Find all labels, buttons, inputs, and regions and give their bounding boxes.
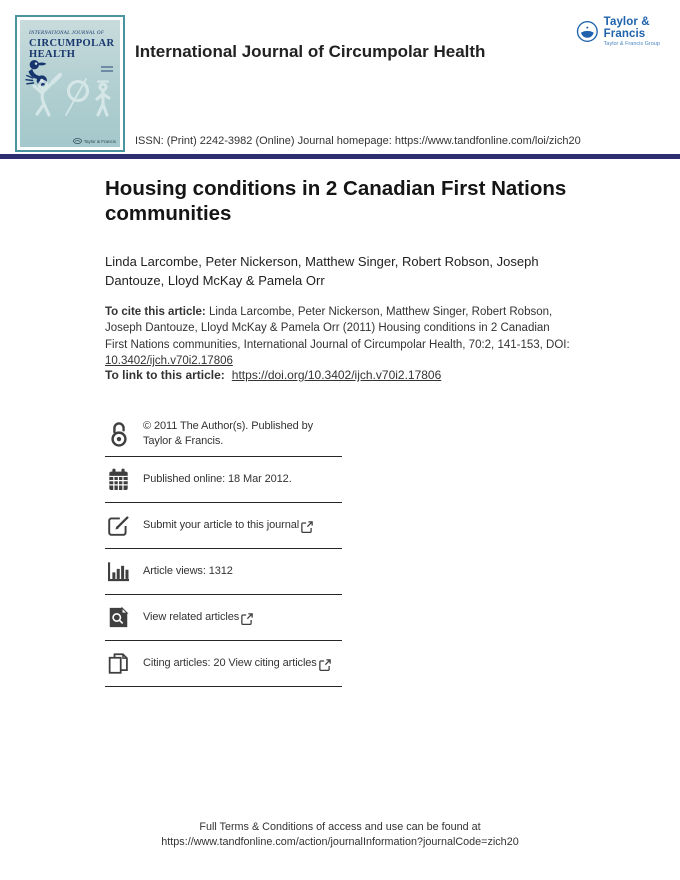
open-access-icon [105, 420, 132, 448]
submit-article-icon [105, 514, 132, 537]
citing-articles-icon [105, 652, 132, 675]
cite-text: Linda Larcombe, Peter Nickerson, Matthew Singer, Robert Robson, Joseph Dantouze, Lloyd McKay & Pamela Orr (2011) Housing conditions in 2 Canadian First Nations communities, International Journal of Circumpolar Health, 70:2, 141-153, DOI: [105, 306, 570, 351]
cover-imprint [73, 138, 116, 144]
article-title: Housing conditions in 2 Canadian First Nations communities [105, 177, 567, 225]
article-views-row [105, 549, 342, 595]
brand-subtitle: Taylor & Francis Group [603, 41, 660, 47]
cover-title-line2: HEALTH [29, 49, 76, 60]
published-online-text: Published online: 18 Mar 2012. [143, 473, 292, 486]
journal-cover-thumbnail [15, 15, 125, 152]
petroglyph-figures-art [20, 69, 120, 141]
related-articles-icon [105, 606, 132, 629]
brand-name: Taylor & Francis [603, 16, 650, 40]
footer-terms-link[interactable]: https://www.tandfonline.com/action/journalInformation?journalCode=zich20 [161, 835, 519, 848]
link-paragraph [105, 368, 441, 382]
journal-title: International Journal of Circumpolar Health [135, 42, 486, 61]
article-metrics-list [105, 411, 342, 687]
cover-title-line1: CIRCUMPOLAR [29, 38, 115, 49]
taylor-francis-globe-icon [576, 18, 599, 45]
link-label: To link to this article: [105, 368, 225, 382]
submit-article-label: Submit your article to this journal [143, 519, 300, 532]
external-link-icon [319, 659, 331, 671]
copyright-text: © 2011 The Author(s). Published by Taylor & Francis. [143, 419, 314, 447]
citing-articles-row[interactable] [105, 641, 342, 687]
footer-terms-text: Full Terms & Conditions of access and use can be found at [199, 821, 481, 833]
bar-chart-icon [105, 561, 132, 582]
submit-article-row[interactable] [105, 503, 342, 549]
cover-volume-mark [101, 66, 113, 68]
issn-text: ISSN: (Print) 2242-3982 (Online) Journal homepage: [135, 135, 395, 147]
taylor-francis-logo [576, 16, 680, 47]
view-related-articles-row[interactable] [105, 595, 342, 641]
journal-homepage-link[interactable]: https://www.tandfonline.com/loi/zich20 [394, 135, 581, 147]
open-access-row [105, 411, 342, 457]
cover-kicker: INTERNATIONAL JOURNAL OF [29, 31, 105, 36]
issn-line [135, 135, 581, 147]
external-link-icon [241, 613, 253, 625]
calendar-icon [105, 468, 132, 491]
article-doi-link[interactable]: https://doi.org/10.3402/ijch.v70i2.17806 [231, 368, 442, 382]
brand-wordmark [604, 16, 680, 47]
taylor-francis-imprint-icon [73, 138, 82, 144]
citation-doi-link[interactable]: 10.3402/ijch.v70i2.17806 [105, 354, 233, 367]
citing-articles-label: Citing articles: 20 View citing articles [143, 657, 317, 670]
published-online-row [105, 457, 342, 503]
cover-imprint-label: Taylor & Francis [83, 138, 116, 144]
external-link-icon [301, 521, 313, 533]
view-related-articles-label: View related articles [143, 611, 240, 624]
journal-cover-art [20, 20, 120, 147]
article-views-text: Article views: 1312 [143, 565, 233, 578]
author-list: Linda Larcombe, Peter Nickerson, Matthew Singer, Robert Robson, Joseph Dantouze, Lloyd McKay & Pamela Orr [105, 254, 539, 288]
citation-paragraph [105, 304, 575, 369]
header-divider-bar [0, 154, 680, 159]
cite-label: To cite this article: [105, 306, 209, 318]
footer-terms [0, 820, 680, 849]
